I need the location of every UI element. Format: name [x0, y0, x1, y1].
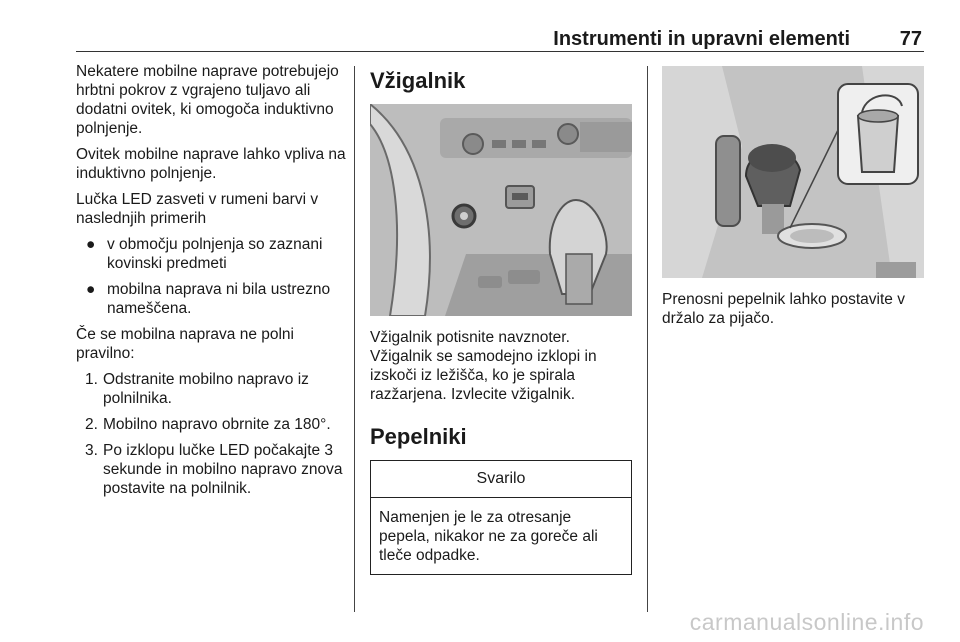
portable-ashtray-illustration: [662, 66, 924, 278]
ashtray-instructions: Prenosni pepelnik lahko postavite v držalo za pijačo.: [662, 291, 905, 327]
cigarette-lighter-illustration: [370, 104, 632, 316]
warning-title: Svarilo: [371, 461, 631, 498]
bullet-icon: ●: [86, 281, 96, 298]
page-number: 77: [899, 28, 922, 50]
column-divider-right: [647, 66, 648, 612]
paragraph: Lučka LED zasveti v rumeni barvi v naslednjih primerih: [76, 191, 319, 227]
warning-text: Namenjen je le za otresanje pepela, nikakor ne za goreče ali tleče odpadke.: [379, 509, 598, 564]
paragraph: Ovitek mobilne naprave lahko vpliva na induktivno polnjenje.: [76, 146, 346, 182]
bullet-icon: ●: [86, 236, 96, 253]
running-header-title: Instrumenti in upravni elementi: [553, 28, 850, 50]
column-2: [370, 62, 632, 575]
section-heading-ashtrays: Pepelniki: [370, 424, 467, 449]
watermark: carmanualsonline.info: [689, 609, 924, 635]
bullet-item: ● mobilna naprava ni bila ustrezno nameščena.: [86, 281, 331, 317]
section-heading-lighter: Vžigalnik: [370, 68, 466, 93]
bullet-item: ● v območju polnjenja so zaznani kovinski predmeti: [86, 236, 323, 272]
paragraph: Če se mobilna naprava ne polni pravilno:: [76, 326, 294, 362]
lighter-instructions: Vžigalnik potisnite navznoter. Vžigalnik se samodejno izklopi in izskoči iz ležišča, ko je spirala razžarjena. Izvlecite vžigalnik.: [370, 329, 597, 403]
step-item: 3. Po izklopu lučke LED počakajte 3 sekunde in mobilno napravo znova postavite na polnilnik.: [85, 442, 343, 497]
paragraph: Nekatere mobilne naprave potrebujejo hrbtni pokrov z vgrajeno tuljavo ali dodatni ovitek, ki omogoča induktivno polnjenje.: [76, 63, 339, 137]
header-rule: [76, 51, 924, 52]
warning-box: [370, 460, 632, 575]
step-item: 2. Mobilno napravo obrnite za 180°.: [85, 416, 331, 433]
step-item: 1. Odstranite mobilno napravo iz polnilnika.: [85, 371, 309, 407]
column-1: [76, 62, 346, 505]
column-divider-left: [354, 66, 355, 612]
column-3: [662, 62, 924, 335]
